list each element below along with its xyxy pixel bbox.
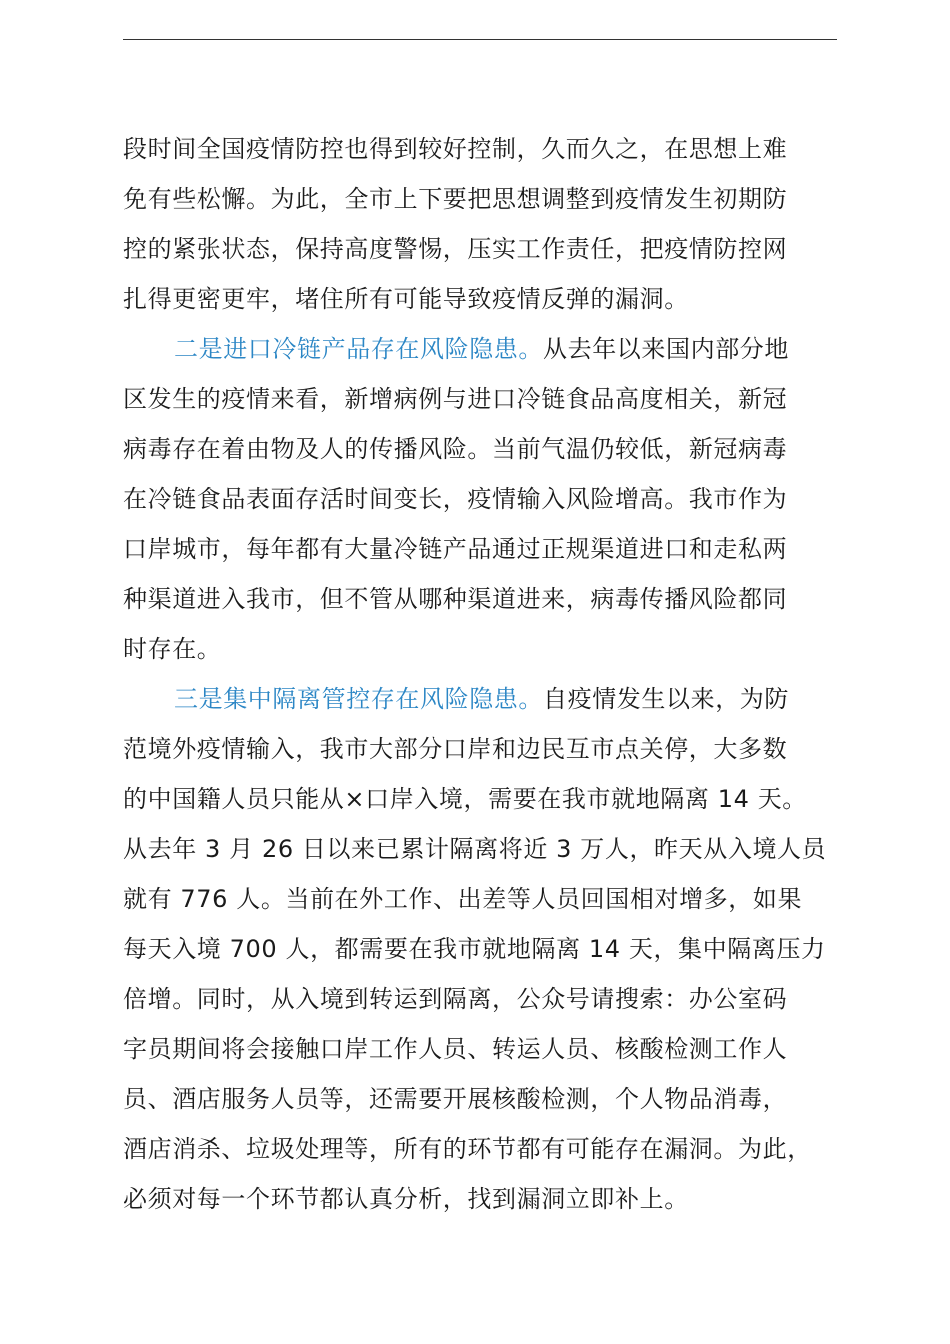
paragraph-cold-chain: [123, 324, 863, 674]
text-line: 每天入境 700 人，都需要在我市就地隔离 14 天，集中隔离压力: [123, 935, 826, 963]
text-line: 口岸城市，每年都有大量冷链产品通过正规渠道进口和走私两: [123, 535, 788, 563]
document-body: [123, 124, 863, 1224]
text-line: 倍增。同时，从入境到转运到隔离，公众号请搜索：办公室码: [123, 985, 788, 1013]
text-line: 时存在。: [123, 635, 222, 663]
text-run: 自疫情发生以来，为防: [543, 685, 789, 713]
text-line-first: [123, 674, 863, 724]
text-line: 酒店消杀、垃圾处理等，所有的环节都有可能存在漏洞。为此，: [123, 1135, 812, 1163]
text-line: 扎得更密更牢，堵住所有可能导致疫情反弹的漏洞。: [123, 285, 689, 313]
text-line: 区发生的疫情来看，新增病例与进口冷链食品高度相关，新冠: [123, 385, 788, 413]
paragraph-continuation: [123, 124, 863, 324]
paragraph-quarantine: [123, 674, 863, 1224]
text-line: 字员期间将会接触口岸工作人员、转运人员、核酸检测工作人: [123, 1035, 788, 1063]
text-line: 的中国籍人员只能从×口岸入境，需要在我市就地隔离 14 天。: [123, 785, 807, 813]
text-line: 必须对每一个环节都认真分析，找到漏洞立即补上。: [123, 1185, 689, 1213]
text-line: 在冷链食品表面存活时间变长，疫情输入风险增高。我市作为: [123, 485, 788, 513]
header-rule: [123, 39, 837, 40]
text-line: 段时间全国疫情防控也得到较好控制，久而久之，在思想上难: [123, 135, 788, 163]
text-line: 从去年 3 月 26 日以来已累计隔离将近 3 万人，昨天从入境人员: [123, 835, 827, 863]
text-line: 范境外疫情输入，我市大部分口岸和边民互市点关停，大多数: [123, 735, 788, 763]
text-line-first: [123, 324, 863, 374]
text-line: 病毒存在着由物及人的传播风险。当前气温仍较低，新冠病毒: [123, 435, 788, 463]
section-heading-quarantine: 三是集中隔离管控存在风险隐患。: [174, 685, 543, 713]
text-line: 种渠道进入我市，但不管从哪种渠道进来，病毒传播风险都同: [123, 585, 788, 613]
section-heading-cold-chain: 二是进口冷链产品存在风险隐患。: [174, 335, 543, 363]
text-line: 员、酒店服务人员等，还需要开展核酸检测，个人物品消毒，: [123, 1085, 788, 1113]
text-run: 从去年以来国内部分地: [543, 335, 789, 363]
text-line: 免有些松懈。为此，全市上下要把思想调整到疫情发生初期防: [123, 185, 788, 213]
text-line: 就有 776 人。当前在外工作、出差等人员回国相对增多，如果: [123, 885, 803, 913]
text-line: 控的紧张状态，保持高度警惕，压实工作责任，把疫情防控网: [123, 235, 788, 263]
